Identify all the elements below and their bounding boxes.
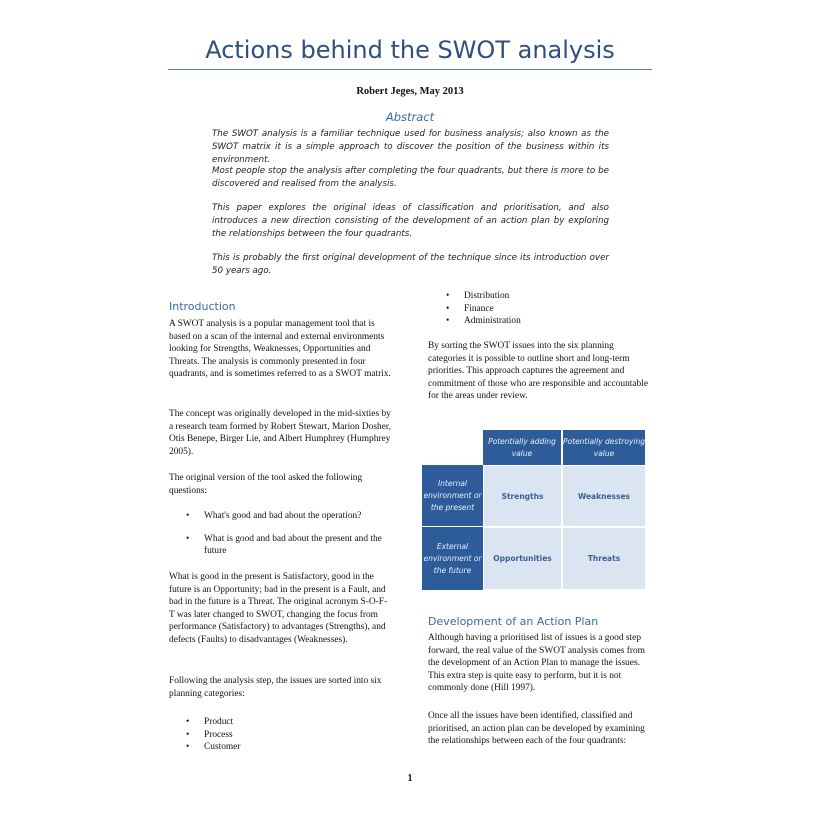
abstract-paragraph: This paper explores the original ideas of classification and prioritisation, and also introduces a new direction consisting of the development of an action plan by exploring the relationships between the four quadrants. — [212, 203, 609, 239]
list-item — [186, 729, 391, 742]
matrix-row-external: External environment or the future — [422, 527, 483, 590]
intro-paragraph-1: A SWOT analysis is a popular management tool that is based on a scan of the internal and external environments looking for Strengths, Weaknesses, Opportunities and Threats. The analysis is commonly presented in four quadrants, and is sometimes referred to as a SWOT matrix. — [169, 319, 391, 379]
list-item — [186, 741, 391, 754]
abstract-heading: Abstract — [385, 110, 435, 124]
intro-paragraph-4: What is good in the present is Satisfactory, good in the future is an Opportunity; bad in the present is a Fault, and bad in the future is a Threat. The original acronym S-O-F-T was later changed to SWOT, changing the focus from performance (Satisfactory) to advantages (Strengths), and defects (Faults) to disadvantages (Weaknesses). — [169, 572, 388, 645]
list-item-text: Process — [204, 729, 233, 740]
page-number: 1 — [407, 773, 413, 784]
list-item-text: Distribution — [464, 291, 510, 301]
introduction-heading: Introduction — [169, 300, 236, 313]
bullet-icon: • — [446, 303, 450, 314]
bullet-icon: • — [446, 316, 450, 326]
bullet-icon: • — [186, 533, 190, 544]
title-underline — [168, 69, 652, 70]
right-paragraph-1: By sorting the SWOT issues into the six planning categories it is possible to outline short and long-term priorities. This approach captures the agreement and commitment of those who are responsible and accountable for the areas under review. — [428, 341, 648, 401]
bullet-icon: • — [186, 511, 190, 521]
list-item-text: Product — [204, 717, 234, 727]
intro-paragraph-5: Following the analysis step, the issues are sorted into six planning categories: — [169, 676, 382, 699]
list-item-text: Administration — [464, 316, 521, 326]
matrix-row-internal: Internal environment or the present — [422, 465, 483, 526]
author-line: Robert Jeges, May 2013 — [356, 86, 464, 97]
matrix-header-adding-value: Potentially adding value — [483, 430, 561, 465]
right-paragraph-3: Once all the issues have been identified, classified and prioritised, an action plan can be developed by examining the relationships between each of the four quadrants: — [428, 711, 645, 746]
list-item-text: What is good and bad about the present and the future — [204, 533, 382, 556]
list-item-text: Customer — [204, 742, 241, 752]
questions-list — [186, 510, 391, 558]
list-item — [446, 303, 646, 316]
bullet-icon: • — [186, 717, 190, 727]
list-item — [186, 533, 391, 558]
list-item — [186, 510, 391, 523]
list-item — [446, 315, 646, 328]
abstract-paragraph: The SWOT analysis is a familiar technique used for business analysis; also known as the SWOT matrix it is a simple approach to discover the position of the business within its environment. — [212, 129, 609, 165]
action-plan-heading: Development of an Action Plan — [428, 615, 599, 628]
list-item-text: What's good and bad about the operation? — [204, 511, 362, 521]
intro-paragraph-3: The original version of the tool asked the following questions: — [169, 473, 363, 496]
matrix-cell-strengths: Strengths — [484, 466, 561, 526]
list-item — [186, 716, 391, 729]
bullet-icon: • — [446, 291, 450, 301]
list-item-text: Finance — [464, 303, 494, 314]
document-title: Actions behind the SWOT analysis — [205, 36, 615, 64]
right-paragraph-2: Although having a prioritised list of issues is a good step forward, the real value of the SWOT analysis comes from the development of an Action Plan to manage the issues. This extra step is quite easy to perform, but it is not commonly done (Hill 1997). — [428, 633, 645, 693]
categories-list-right — [446, 290, 646, 328]
matrix-header-destroying-value: Potentially destroying value — [563, 430, 645, 465]
matrix-cell-opportunities: Opportunities — [484, 528, 561, 589]
list-item — [446, 290, 646, 303]
matrix-cell-threats: Threats — [563, 528, 645, 589]
abstract-paragraph: Most people stop the analysis after completing the four quadrants, but there is more to be discovered and realised from the analysis. — [212, 166, 609, 189]
categories-list-left — [186, 716, 391, 754]
abstract-paragraph: This is probably the first original development of the technique since its introduction over 50 years ago. — [212, 253, 609, 276]
bullet-icon: • — [186, 729, 190, 740]
matrix-cell-weaknesses: Weaknesses — [563, 466, 645, 526]
intro-paragraph-2: The concept was originally developed in the mid-sixties by a research team formed by Robert Stewart, Marion Dosher, Otis Benepe, Birger Lie, and Albert Humphrey (Humphrey 2005). — [169, 409, 391, 457]
swot-matrix — [422, 430, 646, 590]
bullet-icon: • — [186, 742, 190, 752]
